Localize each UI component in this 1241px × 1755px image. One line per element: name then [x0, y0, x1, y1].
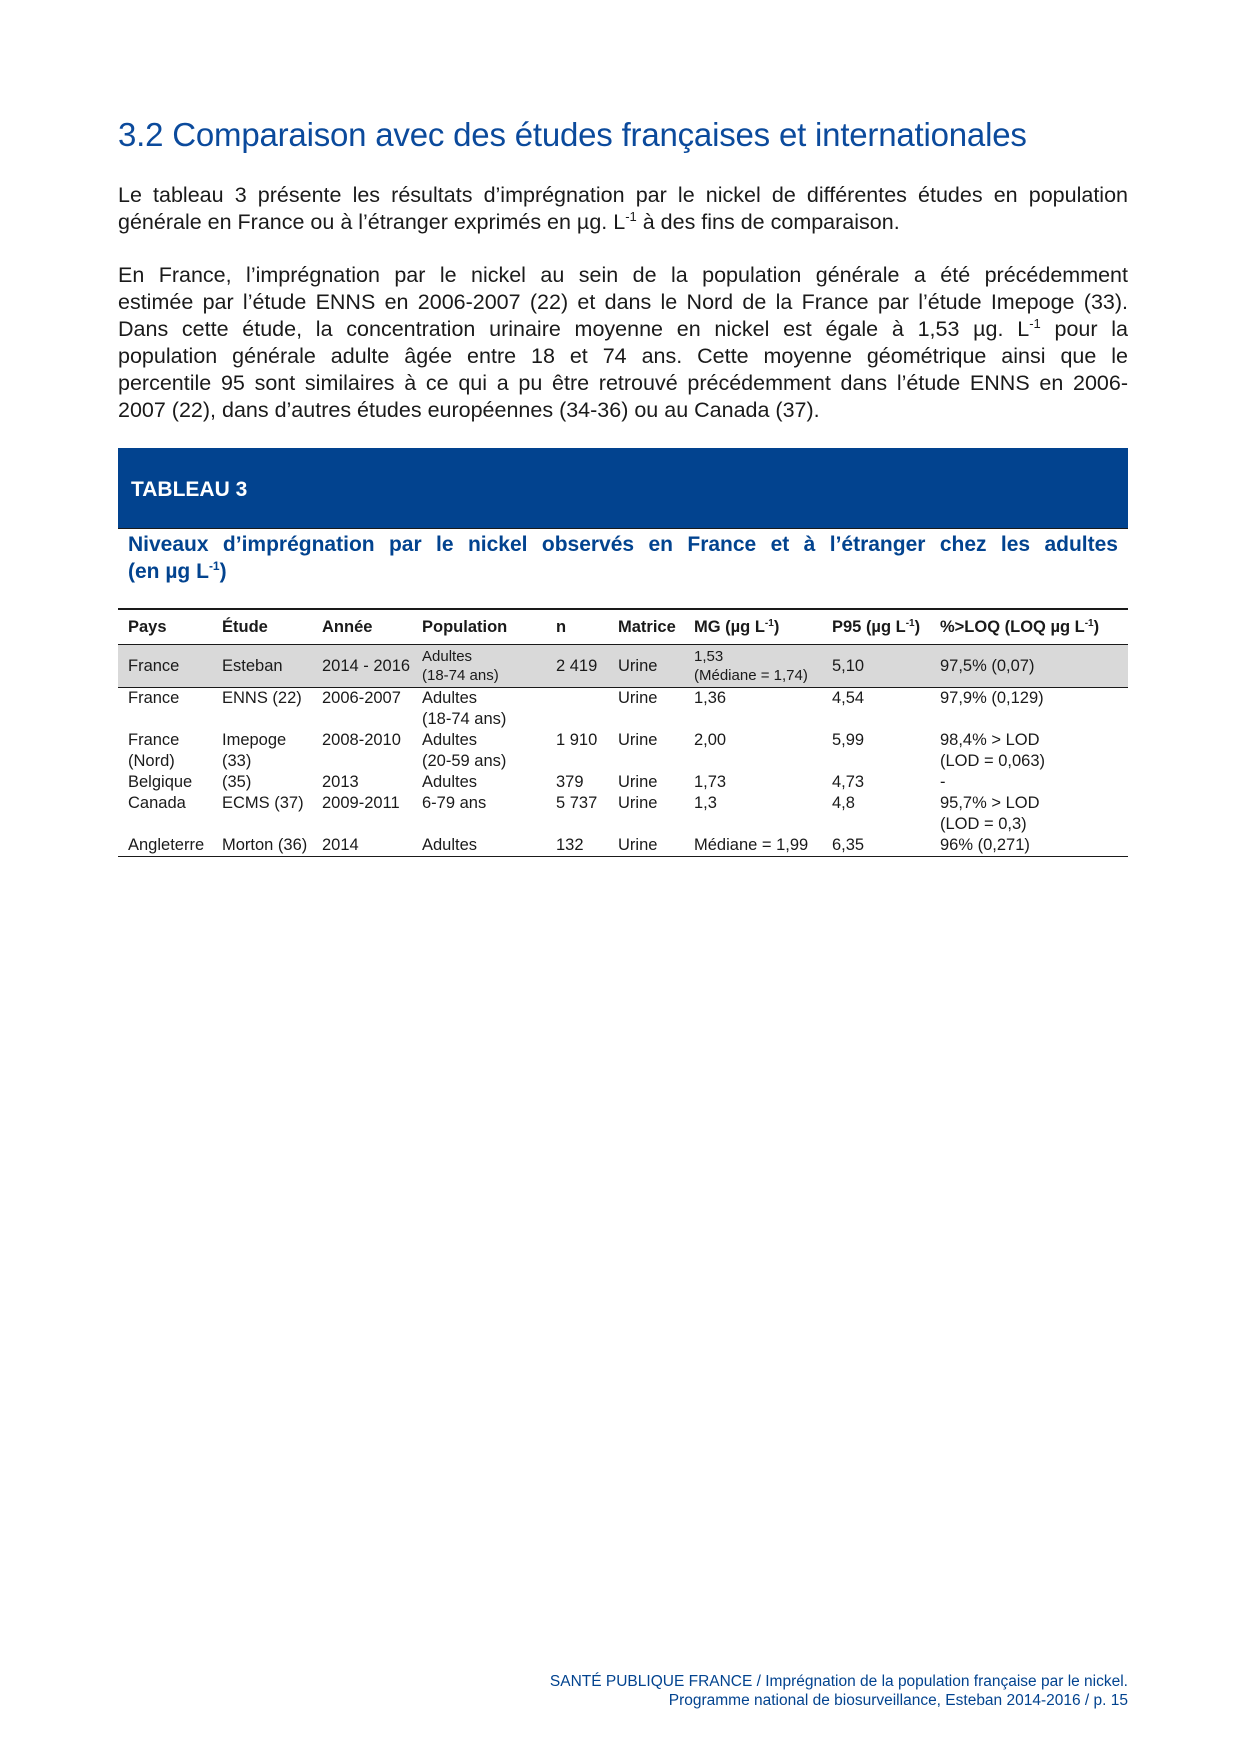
cell-annee: 2009-2011: [322, 794, 400, 812]
cell-matrice: Urine: [618, 773, 658, 791]
caption-line: [128, 560, 227, 583]
text-run: ): [914, 617, 921, 636]
cell-annee: 2014 - 2016: [312, 645, 412, 688]
col-header-etude: Étude: [212, 609, 312, 645]
cell-p95: 6,35: [822, 835, 930, 857]
col-header-annee: Année: [312, 609, 412, 645]
cell-annee: 2006-2007: [322, 689, 401, 707]
superscript: -1: [905, 617, 915, 629]
text-run: (en µg L: [128, 560, 209, 583]
cell-n: 132: [546, 835, 608, 857]
cell-n: 379: [556, 773, 584, 791]
cell-n: [546, 688, 608, 731]
cell-p95: 4,73: [832, 773, 865, 791]
text-run: Dans cette étude, la concentration urinaire moyenne en nickel est égale à 1,53 µg. L: [118, 317, 1030, 341]
text-run: (Nord): [128, 752, 175, 770]
cell-mg: [684, 645, 822, 688]
cell-population: Adultes: [422, 773, 478, 791]
cell-mg: 1,3: [694, 794, 717, 812]
cell-etude: Esteban: [212, 645, 312, 688]
text-run: France: [128, 731, 180, 749]
paragraph-line: estimée par l’étude ENNS en 2006-2007 (22) et dans le Nord de la France par l’étude Imepoge (33).: [118, 290, 1128, 314]
text-run: Adultes: [422, 648, 473, 665]
superscript: -1: [208, 559, 220, 573]
col-header-p95: [822, 609, 930, 645]
cell-matrice: Urine: [618, 689, 658, 707]
cell-matrice: Urine: [618, 794, 658, 812]
text-run: pour la: [1040, 317, 1128, 341]
page-footer: [550, 1672, 1128, 1710]
text-run: P95 (µg L: [832, 617, 906, 636]
cell-p95: 5,99: [832, 731, 865, 749]
table-caption: [118, 528, 1128, 585]
col-header-n: n: [546, 609, 608, 645]
text-run: Adultes: [422, 689, 478, 707]
cell-etude: [212, 730, 312, 772]
superscript: -1: [1084, 617, 1094, 629]
cell-loq: -: [940, 773, 946, 791]
cell-matrice: Urine: [608, 835, 684, 857]
cell-loq: [930, 730, 1128, 772]
cell-population: [412, 688, 546, 731]
text-run: 1,53: [694, 648, 724, 665]
context-paragraph: [118, 262, 1128, 424]
caption-line: Niveaux d’imprégnation par le nickel observés en France et à l’étranger chez les adultes: [128, 533, 1118, 556]
text-run: (33): [222, 752, 252, 770]
cell-etude: Morton (36): [212, 835, 312, 857]
text-run: (18-74 ans): [422, 710, 507, 728]
cell-n: 1 910: [556, 731, 598, 749]
cell-pays: Angleterre: [118, 835, 212, 857]
cell-n: 2 419: [546, 645, 608, 688]
table-header-row: [118, 609, 1128, 645]
cell-annee: 2013: [322, 773, 359, 791]
cell-etude: (35): [222, 773, 252, 791]
text-run: Adultes: [422, 731, 478, 749]
superscript: -1: [764, 617, 774, 629]
cell-pays: France: [128, 689, 180, 707]
cell-mg: 1,36: [694, 689, 727, 707]
cell-p95: 4,54: [832, 689, 865, 707]
text-run: 98,4% > LOD: [940, 731, 1040, 749]
cell-etude: ECMS (37): [222, 794, 304, 812]
text-run: (LOD = 0,3): [940, 815, 1027, 833]
text-run: ): [1093, 617, 1100, 636]
table-row: [118, 772, 1128, 793]
table-row: [118, 688, 1128, 731]
text-run: (20-59 ans): [422, 752, 507, 770]
text-run: Imepoge: [222, 731, 287, 749]
cell-mg: 1,73: [694, 773, 727, 791]
table-row: [118, 793, 1128, 835]
table-row: [118, 835, 1128, 857]
text-run: (18-74 ans): [422, 667, 499, 684]
cell-annee: 2014: [312, 835, 412, 857]
cell-annee: 2008-2010: [322, 731, 401, 749]
col-header-population: Population: [412, 609, 546, 645]
paragraph-line: population générale adulte âgée entre 18 et 74 ans. Cette moyenne géométrique ainsi que le: [118, 344, 1128, 368]
text-run: à des fins de comparaison.: [636, 210, 900, 234]
paragraph-line: [118, 209, 1128, 236]
cell-loq: 97,9% (0,129): [940, 689, 1044, 707]
superscript: -1: [625, 209, 637, 224]
comparison-table: [118, 608, 1128, 857]
cell-n: 5 737: [556, 794, 598, 812]
text-run: MG (µg L: [694, 617, 765, 636]
footer-line-program: Programme national de biosurveillance, Esteban 2014-2016 / p. 15: [668, 1692, 1128, 1709]
paragraph-line: 2007 (22), dans d’autres études européennes (34-36) ou au Canada (37).: [118, 398, 820, 422]
cell-mg: Médiane = 1,99: [684, 835, 822, 857]
cell-etude: ENNS (22): [222, 689, 302, 707]
cell-loq: 96% (0,271): [930, 835, 1128, 857]
cell-p95: 4,8: [832, 794, 855, 812]
col-header-matrice: Matrice: [608, 609, 684, 645]
paragraph-line: [118, 316, 1128, 343]
cell-population: Adultes: [412, 835, 546, 857]
cell-p95: 5,10: [822, 645, 930, 688]
col-header-loq: [930, 609, 1128, 645]
table-row: [118, 730, 1128, 772]
paragraph-line: percentile 95 sont similaires à ce qui a pu être retrouvé précédemment dans l’étude ENNS en 2006-: [118, 371, 1128, 395]
cell-mg: 2,00: [694, 731, 727, 749]
cell-matrice: Urine: [608, 645, 684, 688]
col-header-mg: [684, 609, 822, 645]
text-run: ): [219, 560, 227, 583]
text-run: (Médiane = 1,74): [694, 667, 808, 684]
cell-pays: [118, 730, 212, 772]
paragraph-line: En France, l’imprégnation par le nickel au sein de la population générale a été précédemment: [118, 263, 1128, 287]
table-row: [118, 645, 1128, 688]
footer-line-publisher: SANTÉ PUBLIQUE FRANCE / Imprégnation de la population française par le nickel.: [549, 1673, 1128, 1690]
cell-population: [412, 730, 546, 772]
intro-paragraph: [118, 182, 1128, 236]
text-run: %>LOQ (LOQ µg L: [940, 617, 1085, 636]
section-title: 3.2 Comparaison avec des études françaises et internationales: [118, 116, 1027, 153]
text-run: ): [773, 617, 780, 636]
table-banner: [118, 448, 1128, 528]
table-label: TABLEAU 3: [131, 478, 248, 501]
text-run: (LOD = 0,063): [940, 752, 1046, 770]
cell-loq: 97,5% (0,07): [930, 645, 1128, 688]
text-run: générale en France ou à l’étranger exprimés en µg. L: [118, 210, 626, 234]
cell-matrice: Urine: [618, 731, 658, 749]
text-run: 95,7% > LOD: [940, 794, 1040, 812]
cell-pays: France: [118, 645, 212, 688]
cell-population: 6-79 ans: [422, 794, 487, 812]
cell-pays: Canada: [128, 794, 186, 812]
cell-loq: [930, 793, 1128, 835]
superscript: -1: [1029, 316, 1041, 331]
paragraph-line: Le tableau 3 présente les résultats d’imprégnation par le nickel de différentes études en population: [118, 183, 1128, 207]
col-header-pays: Pays: [118, 609, 212, 645]
cell-population: [412, 645, 546, 688]
cell-pays: Belgique: [128, 773, 193, 791]
